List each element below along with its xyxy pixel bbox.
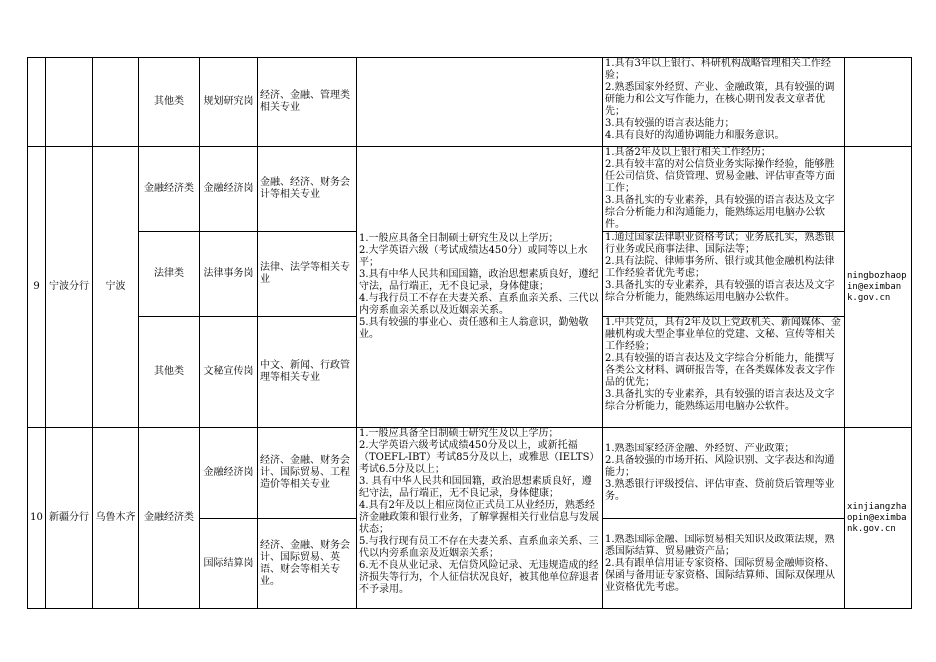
cell-position: 规划研究岗 <box>200 58 258 147</box>
text-line: 4.具有2年及以上相应岗位正式员工从业经历，熟悉经济金融政策和银行业务，了解掌握相关行业信息与发展状态； <box>359 500 599 535</box>
text-line: 2.具有较丰富的对公信贷业务实际操作经验，能够胜任公司信贷、信贷管理、贸易金融、评估审查等方面工作； <box>605 159 835 194</box>
cell-city: 乌鲁木齐 <box>93 428 139 609</box>
text-line: 3.具备扎实的专业素养，具有较强的语言表达及文字综合分析能力，能熟练运用电脑办公软件。 <box>605 389 835 412</box>
cell-email: xinjiangzhaopin@eximbank.gov.cn <box>845 428 912 609</box>
text-line: 3.具有中华人民共和国国籍，政治思想素质良好，遵纪守法，品行端正，无不良记录，身体健康； <box>359 269 599 292</box>
cell-major: 经济、金融、财务会计、国际贸易、英语、财会等相关专业。 <box>258 519 357 609</box>
text-line: 1.一般应具备全日制硕士研究生及以上学历； <box>359 428 559 439</box>
text-line: 6.无不良从业记录、无信贷风险记录、无违规造成的经济损失等行为，个人征信状况良好，被其他单位辞退者不予录用。 <box>359 560 599 595</box>
text-line: 3.具备扎实的专业素养，具有较强的语言表达及文字综合分析能力和沟通能力，能熟练运用电脑办公软件。 <box>605 195 835 230</box>
cell-requirements <box>603 58 845 147</box>
text-line: 3.具备扎实的专业素养，具有较强的语言表达及文字综合分析能力，能熟练运用电脑办公软件。 <box>605 280 835 303</box>
text-line: 2.具有法院、律师事务所、银行或其他金融机构法律工作经验者优先考虑； <box>605 256 835 279</box>
cell-major: 金融、经济、财务会计等相关专业 <box>258 147 357 232</box>
text-line: 3. 具有中华人民共和国国籍，政治思想素质良好，遵纪守法，品行端正，无不良记录，身体健康； <box>359 476 592 499</box>
cell-requirements <box>603 317 845 428</box>
cell-position: 文秘宣传岗 <box>200 317 258 428</box>
cell-requirements <box>603 232 845 317</box>
text-line: 1.通过国家法律职业资格考试；业务底扎实，熟悉银行业务或民商事法律、国际法等； <box>605 232 835 255</box>
cell-branch: 宁波分行 <box>46 147 93 428</box>
cell-branch <box>46 58 93 147</box>
text-line: 5.与我行现有员工不存在夫妻关系、直系血亲关系、三代以内旁系血亲及近姻亲关系； <box>359 536 599 559</box>
table-row <box>28 147 912 232</box>
text-line: 2.具有跟单信用证专家资格、国际贸易金融师资格、保函与备用证专家资格、国际结算师、国际双保理从业资格优先考虑。 <box>605 557 835 593</box>
text-line: 2.大学英语六级（考试成绩达450分）或同等以上水平； <box>359 245 588 268</box>
text-line: 2.大学英语六级考试成绩450分及以上，或新托福（TOEFL-IBT）考试85分及以上，或雅思（IELTS）考试6.5分及以上； <box>359 440 600 475</box>
cell-general <box>357 147 603 428</box>
cell-position: 国际结算岗 <box>200 519 258 609</box>
text-line: 1.中共党员，具有2年及以上党政机关、新闻媒体、金融机构或大型企事业单位的党建、文秘、宣传等相关工作经验； <box>605 317 841 352</box>
cell-major: 经济、金融、财务会计、国际贸易、工程造价等相关专业 <box>258 428 357 519</box>
cell-category: 法律类 <box>139 232 200 317</box>
cell-no <box>28 58 46 147</box>
cell-general <box>357 428 603 609</box>
text-line: 1.一般应具备全日制硕士研究生及以上学历； <box>359 233 559 244</box>
cell-major: 法律、法学等相关专业 <box>258 232 357 317</box>
cell-requirements <box>603 519 845 609</box>
cell-requirements <box>603 428 845 519</box>
text-line: 1.具备2年及以上银行相关工作经历； <box>605 147 771 158</box>
text-line: 3.具有较强的语言表达能力； <box>605 118 735 129</box>
cell-email: ningbozhaopin@eximbank.gov.cn <box>845 147 912 428</box>
text-line: 3.熟悉银行评级授信、评估审查、贷前贷后管理等业务。 <box>605 479 835 502</box>
cell-no: 9 <box>28 147 46 428</box>
text-line: 4.与我行员工不存在夫妻关系、直系血亲关系、三代以内旁系血亲关系以及近姻亲关系。 <box>359 293 599 316</box>
cell-city: 宁波 <box>93 147 139 428</box>
text-line: 5.具有较强的事业心、责任感和主人翁意识，勤勉敬业。 <box>359 317 589 340</box>
cell-major: 中文、新闻、行政管理等相关专业 <box>258 317 357 428</box>
cell-major: 经济、金融、管理类相关专业 <box>258 58 357 147</box>
cell-email <box>845 58 912 147</box>
text-line: 2.具有较强的语言表达及文字综合分析能力，能撰写各类公文材料、调研报告等，在各类媒体发表文字作品的优先； <box>605 353 835 388</box>
table-row <box>28 58 912 147</box>
cell-position: 法律事务岗 <box>200 232 258 317</box>
text-line: 1.熟悉国际金融、国际贸易相关知识及政策法规，熟悉国际结算、贸易融资产品； <box>605 533 835 557</box>
cell-position: 金融经济岗 <box>200 428 258 519</box>
cell-category: 金融经济类 <box>139 147 200 232</box>
cell-general <box>357 58 603 147</box>
recruitment-table <box>27 57 912 609</box>
cell-position: 金融经济岗 <box>200 147 258 232</box>
text-line: 1.具有3年以上银行、科研机构战略管理相关工作经验； <box>605 58 831 81</box>
cell-category: 金融经济类 <box>139 428 200 609</box>
text-line: 2.熟悉国家外经贸、产业、金融政策，具有较强的调研能力和公文写作能力，在核心期刊发表文章者优先； <box>605 82 835 117</box>
text-line: 1.熟悉国家经济金融、外经贸、产业政策； <box>605 443 795 454</box>
cell-branch: 新疆分行 <box>46 428 93 609</box>
table-row <box>28 428 912 519</box>
cell-category: 其他类 <box>139 58 200 147</box>
text-line: 4.具有良好的沟通协调能力和服务意识。 <box>605 130 785 141</box>
cell-category: 其他类 <box>139 317 200 428</box>
cell-no: 10 <box>28 428 46 609</box>
text-line: 2.具备较强的市场开拓、风险识别、文字表达和沟通能力； <box>605 455 835 478</box>
cell-requirements <box>603 147 845 232</box>
cell-city <box>93 58 139 147</box>
